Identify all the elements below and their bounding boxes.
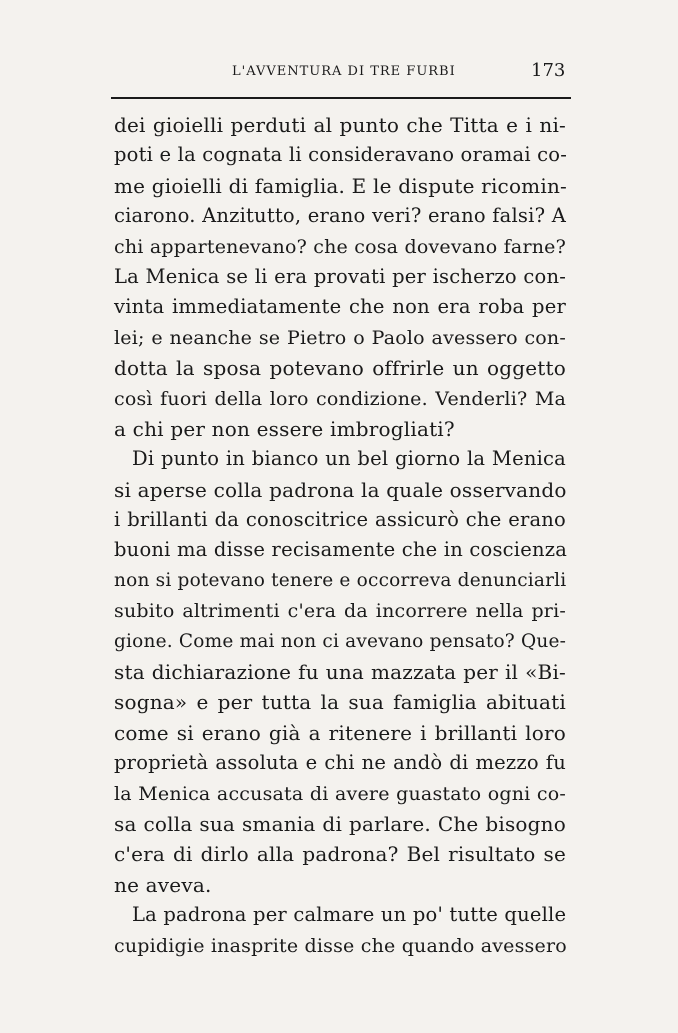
text-line: non si potevano tenere e occorreva denunciarli bbox=[114, 569, 567, 591]
text-line: così fuori della loro condizione. Venderli? Ma bbox=[114, 387, 566, 410]
text-line: proprietà assoluta e chi ne andò di mezzo fu bbox=[114, 751, 566, 775]
text-line: lei; e neanche se Pietro o Paolo avessero con- bbox=[114, 326, 566, 349]
text-line: subito altrimenti c'era da incorrere nella pri- bbox=[114, 600, 566, 623]
text-line: dotta la sposa potevano offrirle un oggetto bbox=[114, 356, 566, 381]
text-line: La Menica se li era provati per ischerzo con- bbox=[114, 264, 566, 288]
text-line: gione. Come mai non ci avevano pensato? Que- bbox=[114, 630, 567, 652]
paragraph-start-line: La padrona per calmare un po' tutte quelle bbox=[132, 903, 567, 927]
text-line: chi appartenevano? che cosa dovevano farne? bbox=[114, 235, 566, 258]
text-line: me gioielli di famiglia. E le dispute ricomin- bbox=[114, 173, 567, 198]
text-line: sa colla sua smania di parlare. Che bisogno bbox=[114, 811, 566, 836]
paragraph-end-line: a chi per non essere imbrogliati? bbox=[114, 416, 455, 441]
text-line: ciarono. Anzitutto, erano veri? erano falsi? A bbox=[114, 204, 566, 228]
text-line: sogna» e per tutta la sua famiglia abituati bbox=[114, 690, 566, 715]
text-line: buoni ma disse recisamente che in coscienza bbox=[114, 538, 568, 562]
running-head bbox=[0, 60, 678, 86]
text-line: sta dichiarazione fu una mazzata per il «Bi- bbox=[114, 660, 566, 685]
paragraph-start-line: Di punto in bianco un bel giorno la Menica bbox=[132, 447, 566, 471]
paragraph-end-line: ne aveva. bbox=[114, 872, 212, 897]
text-line: i brillanti da conoscitrice assicurò che erano bbox=[114, 508, 566, 532]
text-line: cupidigie inasprite disse che quando avessero bbox=[114, 934, 567, 957]
body-text bbox=[114, 110, 566, 961]
text-line: dei gioielli perduti al punto che Titta e i ni- bbox=[114, 113, 566, 137]
text-line: come si erano già a ritenere i brillanti loro bbox=[114, 720, 566, 745]
text-line: c'era di dirlo alla padrona? Bel risultato se bbox=[114, 842, 566, 867]
text-line: la Menica accusata di avere guastato ogni co- bbox=[114, 782, 566, 805]
running-title: L'AVVENTURA DI TRE FURBI bbox=[232, 64, 456, 79]
header-rule bbox=[111, 97, 571, 99]
page-number: 173 bbox=[531, 60, 566, 81]
text-line: vinta immediatamente che non era roba per bbox=[114, 295, 566, 319]
text-line: poti e la cognata li consideravano oramai co- bbox=[114, 143, 568, 167]
text-line: si aperse colla padrona la quale osservando bbox=[114, 477, 567, 502]
